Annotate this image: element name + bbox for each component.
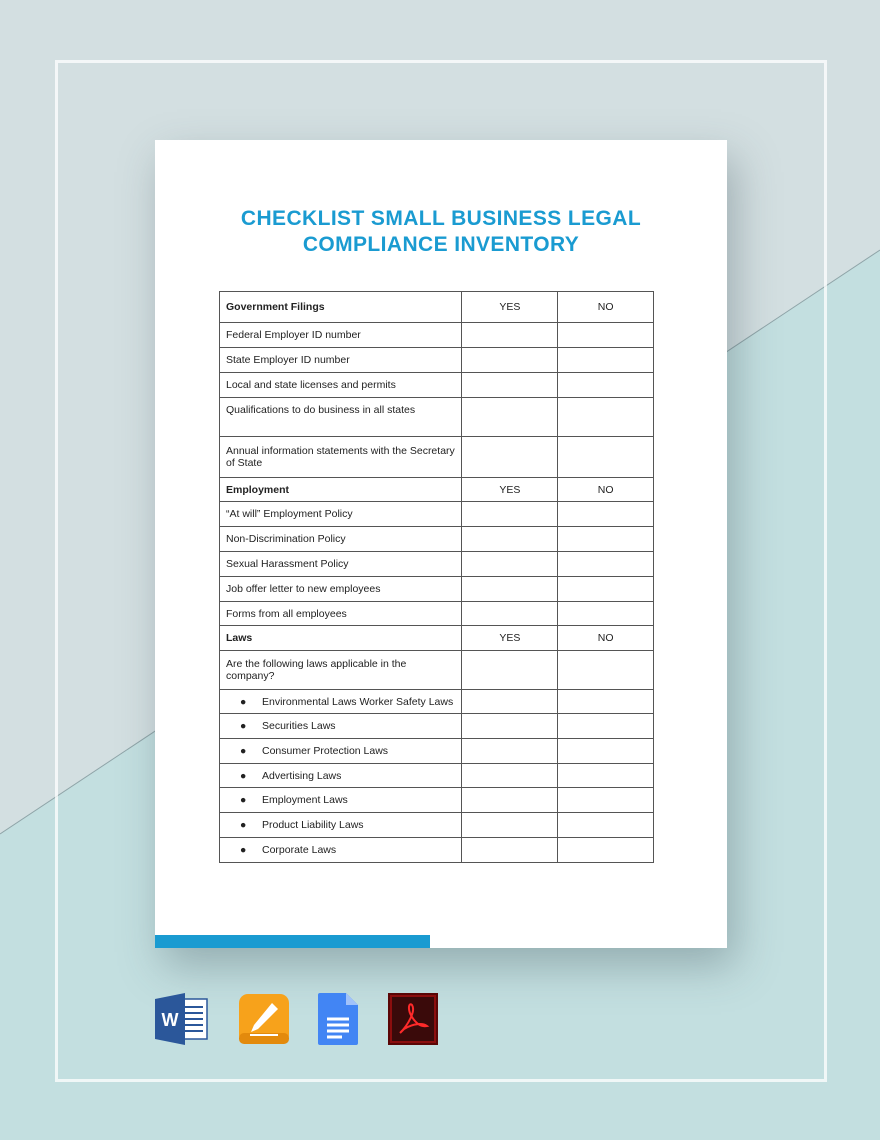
section-heading: Employment (220, 478, 462, 502)
item-label: “At will” Employment Policy (220, 502, 462, 527)
table-row (220, 502, 654, 527)
item-label: Annual information statements with the Secretary of State (220, 437, 462, 478)
yes-cell[interactable] (462, 577, 558, 602)
accent-bar (155, 935, 430, 948)
no-cell[interactable] (558, 788, 654, 813)
table-row (220, 602, 654, 626)
bullet-item (220, 690, 462, 714)
table-row (220, 552, 654, 577)
bullet-item (220, 739, 462, 764)
yes-cell[interactable] (462, 651, 558, 690)
table-row (220, 739, 654, 764)
no-cell[interactable] (558, 577, 654, 602)
pages-icon[interactable] (238, 993, 290, 1045)
bullet-icon: ● (240, 794, 247, 806)
item-label: Non-Discrimination Policy (220, 527, 462, 552)
yes-column-header: YES (462, 626, 558, 651)
yes-cell[interactable] (462, 373, 558, 398)
google-docs-icon[interactable] (318, 993, 358, 1045)
no-cell[interactable] (558, 764, 654, 788)
item-label: Consumer Protection Laws (262, 745, 389, 757)
bullet-icon: ● (240, 819, 247, 831)
bullet-item (220, 838, 462, 863)
yes-cell[interactable] (462, 437, 558, 478)
table-row (220, 838, 654, 863)
no-cell[interactable] (558, 373, 654, 398)
bullet-item (220, 764, 462, 788)
table-row (220, 813, 654, 838)
bullet-icon: ● (240, 695, 247, 708)
bullet-icon: ● (240, 720, 247, 732)
no-column-header: NO (558, 292, 654, 323)
no-cell[interactable] (558, 437, 654, 478)
yes-cell[interactable] (462, 838, 558, 863)
item-label: Qualifications to do business in all states (220, 398, 462, 437)
item-label: Local and state licenses and permits (220, 373, 462, 398)
yes-cell[interactable] (462, 323, 558, 348)
yes-cell[interactable] (462, 764, 558, 788)
item-label: Job offer letter to new employees (220, 577, 462, 602)
no-cell[interactable] (558, 323, 654, 348)
title-line-2: COMPLIANCE INVENTORY (302, 233, 580, 256)
no-column-header: NO (558, 626, 654, 651)
no-cell[interactable] (558, 714, 654, 739)
yes-column-header: YES (462, 478, 558, 502)
bullet-item (220, 813, 462, 838)
yes-cell[interactable] (462, 348, 558, 373)
bullet-item (220, 714, 462, 739)
no-cell[interactable] (558, 502, 654, 527)
yes-cell[interactable] (462, 502, 558, 527)
item-label: Are the following laws applicable in the company? (220, 651, 462, 690)
no-cell[interactable] (558, 527, 654, 552)
table-row (220, 437, 654, 478)
section-header-row (220, 292, 654, 323)
item-label: Corporate Laws (262, 844, 337, 856)
table-row (220, 714, 654, 739)
yes-cell[interactable] (462, 690, 558, 714)
document-page (155, 140, 727, 948)
item-label: State Employer ID number (220, 348, 462, 373)
table-row (220, 323, 654, 348)
yes-cell[interactable] (462, 398, 558, 437)
section-header-row (220, 478, 654, 502)
bullet-icon: ● (240, 844, 247, 856)
section-heading: Laws (220, 626, 462, 651)
no-cell[interactable] (558, 552, 654, 577)
yes-column-header: YES (462, 292, 558, 323)
no-cell[interactable] (558, 651, 654, 690)
item-label: Forms from all employees (220, 602, 462, 626)
no-cell[interactable] (558, 348, 654, 373)
yes-cell[interactable] (462, 739, 558, 764)
table-row (220, 527, 654, 552)
bullet-icon: ● (240, 745, 247, 757)
no-column-header: NO (558, 478, 654, 502)
yes-cell[interactable] (462, 527, 558, 552)
title-line-1: CHECKLIST SMALL BUSINESS LEGAL (240, 207, 642, 230)
no-cell[interactable] (558, 739, 654, 764)
yes-cell[interactable] (462, 813, 558, 838)
yes-cell[interactable] (462, 788, 558, 813)
item-label: Employment Laws (262, 794, 348, 806)
yes-cell[interactable] (462, 552, 558, 577)
table-row (220, 348, 654, 373)
svg-text:W: W (161, 1010, 179, 1030)
no-cell[interactable] (558, 690, 654, 714)
no-cell[interactable] (558, 602, 654, 626)
table-row (220, 764, 654, 788)
document-title (155, 206, 727, 258)
table-row (220, 651, 654, 690)
section-header-row (220, 626, 654, 651)
bullet-item (220, 788, 462, 813)
yes-cell[interactable] (462, 602, 558, 626)
table-row (220, 690, 654, 714)
checklist-table (219, 291, 654, 863)
item-label: Securities Laws (262, 720, 336, 732)
item-label: Product Liability Laws (262, 819, 364, 831)
table-row (220, 373, 654, 398)
pdf-icon[interactable] (388, 993, 438, 1045)
no-cell[interactable] (558, 813, 654, 838)
item-label: Advertising Laws (262, 769, 342, 782)
table-row (220, 788, 654, 813)
table-row (220, 398, 654, 437)
item-label: Sexual Harassment Policy (220, 552, 462, 577)
word-icon[interactable] (155, 993, 209, 1045)
section-heading: Government Filings (220, 292, 462, 323)
item-label: Environmental Laws Worker Safety Laws (262, 695, 454, 708)
item-label: Federal Employer ID number (220, 323, 462, 348)
table-row (220, 577, 654, 602)
bullet-icon: ● (240, 769, 247, 782)
no-cell[interactable] (558, 838, 654, 863)
no-cell[interactable] (558, 398, 654, 437)
yes-cell[interactable] (462, 714, 558, 739)
